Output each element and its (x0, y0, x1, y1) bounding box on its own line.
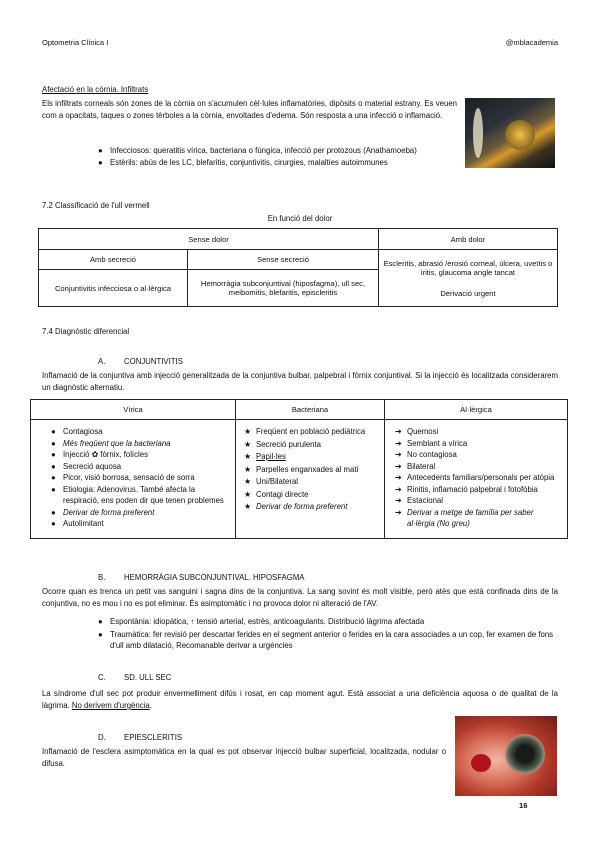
subsection-title-conjuntivitis: CONJUNTIVITIS (124, 357, 183, 366)
section-title-infiltrats: Afectació en la còrnia. Infiltrats (42, 85, 149, 94)
table-header: Al·lèrgica (385, 400, 568, 420)
list-item: ● Contagiosa (51, 427, 103, 436)
list-item: ● Més freqüent que la bacteriana (51, 438, 171, 448)
list-item: ➔ No contagiosa (395, 450, 457, 459)
list-item: ★ Derivar de forma preferent (244, 502, 348, 511)
list-item: ★ Secreció purulenta (244, 439, 322, 449)
subsection-label: C. (98, 673, 106, 682)
list-item: ★ Uni/Bilateral (244, 477, 299, 486)
table-cell-viral (31, 420, 236, 539)
list-item: ★ Parpelles enganxades al matí (244, 464, 359, 474)
table-cell-amb-dolor: Escleritis, abrasió /erosió corneal, úlcera, uveïtis o iritis, glaucoma angle tancat Derivació urgent (378, 250, 557, 307)
list-item: ● Derivar de forma preferent (51, 507, 155, 517)
table-header: Amb dolor (378, 229, 557, 250)
section-title-diagnostic: 7.4 Diagnòstic diferencial (42, 327, 130, 336)
table-caption: En funció del dolor (267, 214, 333, 223)
list-item: ● Espontània: idiopàtica, ↑ tensió arterial, estrès, anticoagulants. Distribució làgrima afectada (98, 617, 425, 626)
viral-list (51, 426, 229, 530)
header-left: Optometria Clínica I (42, 38, 109, 47)
table-cell: Conjuntivitis infecciosa o al·lèrgica (39, 270, 188, 307)
list-item: ➔ Derivar a metge de família per saber al·lèrgia (No greu) (395, 507, 534, 528)
list-item: ➔ Bilateral (395, 461, 436, 471)
table-cell-allergic (385, 420, 568, 539)
header-right: @mblacademia (505, 38, 558, 47)
table-cell: Hemorràgia subconjuntival (hiposfagma), ull sec, meibomitis, blefaritis, episcleritis (188, 270, 379, 307)
list-item: ● Secreció aquosa (51, 461, 122, 471)
allergic-list (395, 426, 561, 530)
hemorragia-paragraph: Ocorre quan es trenca un petit vas sanguini i sagna dins de la conjuntiva. La sang sovint és molt visible, però atès que està confinada dins de la conjuntiva, no es mou i no es pot eliminar. És asimptomàtic i no provoca dolor ni alteració de l'AV. (42, 587, 558, 608)
list-item: ● Autolimitant (51, 519, 104, 528)
list-item: ➔ Estacional (395, 496, 443, 505)
infiltrats-paragraph: Els infiltrats corneals són zones de la còrnia on s'acumulen cèl·lules inflamatòries, dipòsits o material estrany. Es veuen com a opacitats, taques o zones tèrboles a la còrnia, envoltades d'edema. Són resposta a una infecció o inflamació. (42, 99, 457, 120)
list-item: ● Infecciosos: queratitis vírica, bacteriana o fúngica, infecció per protozous (Anathamoeba) (98, 146, 417, 155)
table-cell-bacterial (236, 420, 385, 539)
list-item: ● Injecció ✿ fòrnix, folícles (51, 450, 148, 459)
table-subheader: Amb secreció (39, 250, 188, 270)
list-item: ● Etiologia: Adenovirus. També afecta la respiració, ens poden dir que tenen problemes (51, 484, 224, 505)
bacterial-list (244, 426, 378, 513)
list-item: ★ Contagi directe (244, 489, 309, 499)
conjuntivitis-paragraph: Inflamació de la conjuntiva amb injecció generalitzada de la conjuntiva bulbar, palpebral i fòrnix conjuntival. Si la injecció és localitzada considerarem un diagnòstic alternatiu. (42, 371, 558, 392)
table-subheader: Sense secreció (188, 250, 379, 270)
list-item: ● Traumàtica: fer revisió per descartar ferides en el segment anterior o ferides en la cara associades a un cop, fer examen de fons d'ull amb dilatació, Recomanable derivar a urgències (98, 629, 554, 650)
ull-sec-paragraph: La síndrome d'ull sec pot produir envermelliment difús i rosat, en cap moment agut. Està associat a una deficiència aquosa o de qualitat de la làgrima. No derivem d'urgència. (42, 689, 558, 710)
table-header: Sense dolor (39, 229, 379, 250)
subsection-title-hemorragia: HEMORRÀGIA SUBCONJUNTIVAL. HIPOSFAGMA (124, 573, 305, 582)
list-item: ➔ Antecedents familiars/personals per atòpia (395, 473, 555, 482)
list-item: ★ Freqüent en població pediàtrica (244, 427, 366, 436)
table-header: Vírica (31, 400, 236, 420)
conjuntivitis-table (30, 399, 568, 539)
list-item: ● Estèrils: abús de les LC, blefaritis, conjuntivitis, cirurgies, malalties autoimmunes (98, 157, 388, 167)
subsection-label: A. (98, 357, 106, 366)
subsection-label: B. (98, 573, 106, 582)
page-number: 16 (519, 801, 528, 810)
classification-table (38, 228, 558, 307)
table-header: Bacteriana (236, 400, 385, 420)
list-item: ➔ Quemosi (395, 427, 439, 436)
list-item: ● Picor, visió borrosa, sensació de sorra (51, 473, 195, 482)
cornea-infiltrate-photo (465, 98, 555, 168)
subsection-title-epiescleritis: EPIESCLERITIS (124, 733, 183, 742)
list-item: ➔ Semblant a vírica (395, 438, 468, 448)
subsection-label: D. (98, 733, 106, 742)
epiescleritis-paragraph: Inflamació de l'esclera asimptomàtica en la qual es pot observar injecció bulbar superficial, localitzada, nodular o difusa. (42, 747, 446, 768)
section-title-classificacio: 7.2 Classificació de l'ull vermell (42, 201, 150, 210)
epiescleritis-photo (455, 716, 557, 796)
list-item: ★ Papil·les (244, 452, 286, 461)
hemorragia-list (98, 616, 560, 652)
infiltrats-list (98, 145, 458, 168)
subsection-title-ull-sec: SD. ULL SEC (124, 673, 172, 682)
list-item: ➔ Rinitis, inflamació palpebral i fotofòbia (395, 484, 538, 494)
